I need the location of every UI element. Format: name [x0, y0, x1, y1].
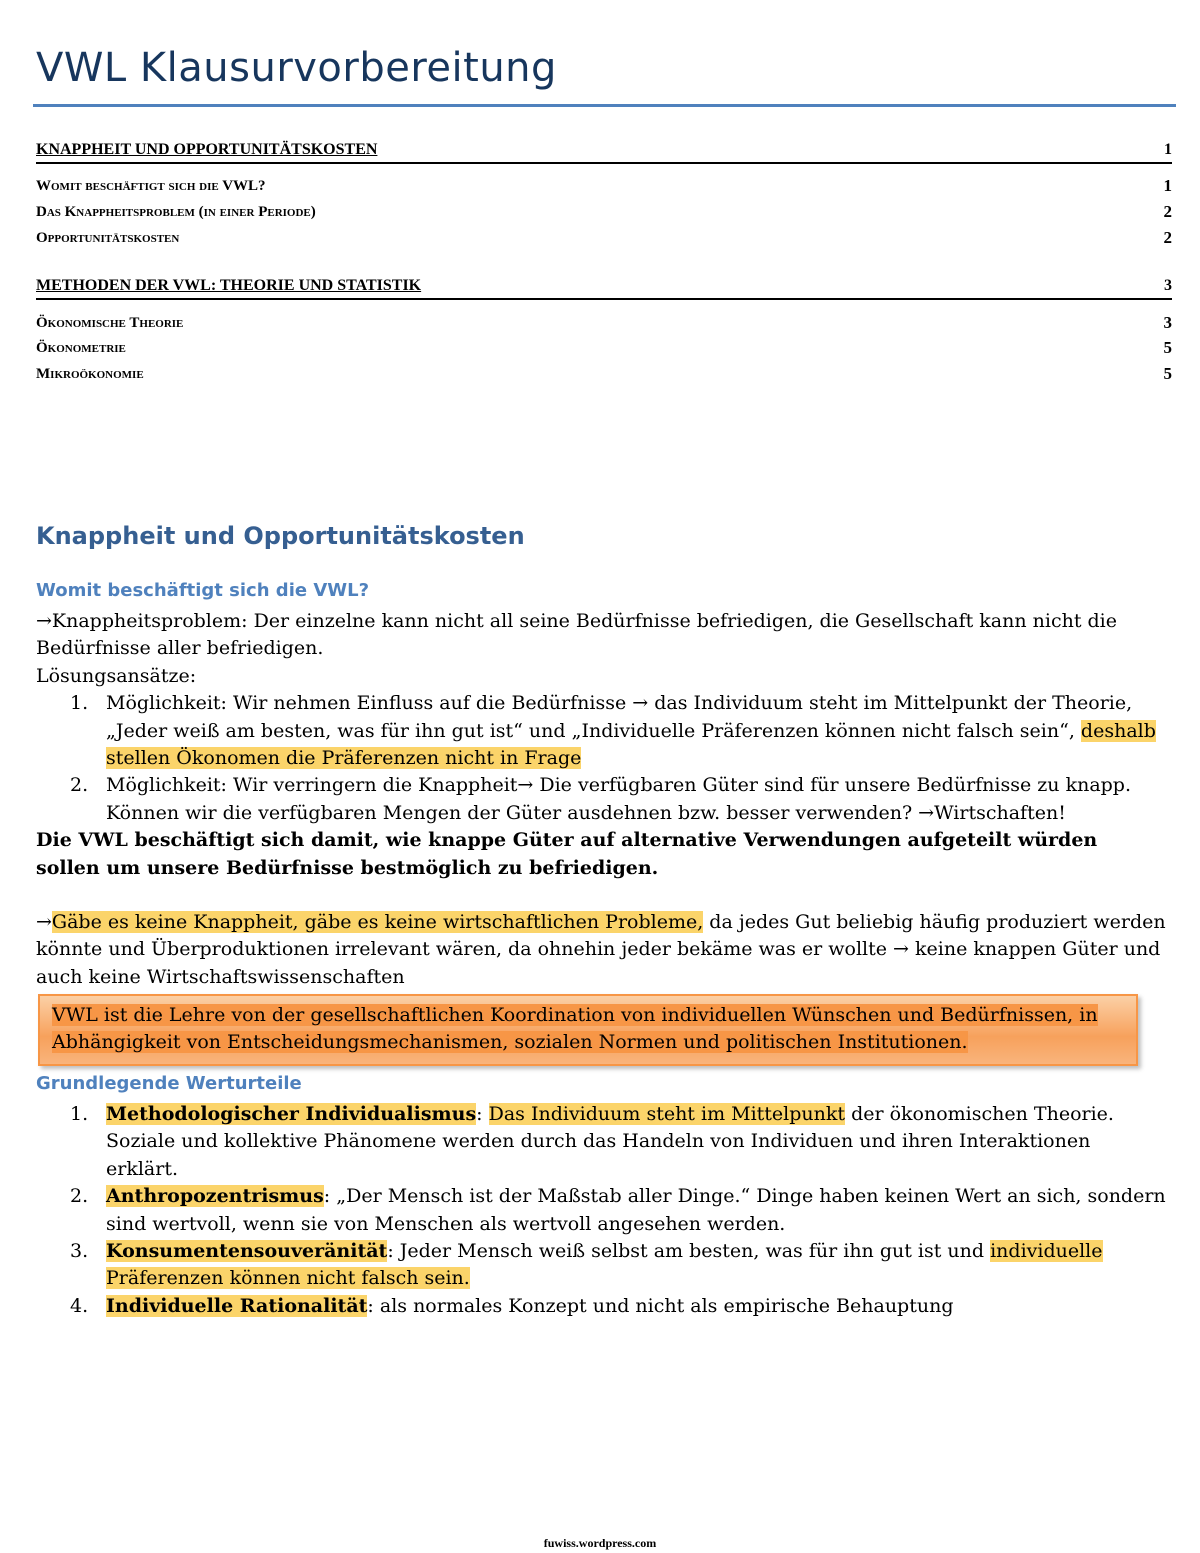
highlighted-text: deshalb stellen Ökonomen die Präferenzen nicht in Frage	[106, 719, 1156, 770]
subsection-heading: Grundlegende Werturteile	[36, 1073, 302, 1094]
list-number: 4.	[70, 1294, 89, 1317]
highlighted-text: individuelle Präferenzen können nicht falsch sein.	[106, 1240, 1103, 1290]
toc-item-label: Opportunitätskosten	[36, 230, 180, 246]
document-title: VWL Klausurvorbereitung	[36, 45, 557, 91]
toc-item[interactable]	[36, 174, 1172, 198]
list-number: 3.	[70, 1240, 89, 1263]
scarcity-paragraph	[36, 909, 1166, 991]
toc-item-page: 2	[1163, 228, 1172, 247]
intro-paragraph: →Knappheitsproblem: Der einzelne kann nicht all seine Bedürfnisse befriedigen, die Gesellschaft kann nicht die Bedürfnisse aller befriedigen.	[36, 610, 1117, 660]
page-footer: fuwiss.wordpress.com	[543, 1536, 657, 1550]
toc-chapter-2[interactable]	[36, 276, 1172, 300]
term: Anthropozentrismus	[106, 1185, 324, 1208]
list-number: 1.	[70, 1103, 89, 1125]
toc-item[interactable]	[36, 336, 1172, 360]
list-item	[36, 1238, 1166, 1293]
section-heading: Knappheit und Opportunitätskosten	[36, 522, 525, 550]
spacer	[36, 882, 1166, 909]
value-judgments-list	[36, 1101, 1166, 1320]
list-number: 2.	[70, 1185, 89, 1208]
title-underline	[33, 104, 1176, 107]
list-number: 2.	[70, 774, 89, 797]
highlighted-text: Das Individuum steht im Mittelpunkt	[488, 1103, 846, 1125]
list-text: Jeder Mensch weiß selbst am besten, was für ihn gut ist und	[399, 1240, 991, 1263]
list-item	[36, 690, 1166, 772]
section-body	[36, 608, 1166, 991]
toc-item-label: Ökonometrie	[36, 340, 126, 356]
definition-highlight: VWL ist die Lehre von der gesellschaftlichen Koordination von individuellen Wünschen und Bedürfnissen, in Abhängigkeit von Entscheidungsmechanismen, sozialen Normen und politischen Institutionen.	[52, 1004, 1098, 1053]
toc-item-label: Ökonomische Theorie	[36, 315, 184, 331]
toc-chapter-2-page: 3	[1164, 277, 1172, 294]
value-judgments	[36, 1101, 1166, 1320]
toc-item-page: 1	[1163, 176, 1172, 195]
list-item	[36, 1101, 1166, 1183]
toc-chapter-1-label: KNAPPHEIT UND OPPORTUNITÄTSKOSTEN	[36, 141, 378, 158]
toc-item-label: Das Knappheitsproblem (in einer Periode)	[36, 204, 316, 220]
toc-item[interactable]	[36, 226, 1172, 250]
paragraph-text: da jedes Gut beliebig häufig produziert werden könnte und Überproduktionen irrelevant wären, da ohnehin jeder bekäme was er wollte → keine knappen Güter und auch keine Wirtschaftswissenschaften	[36, 911, 1166, 988]
toc-chapter-1[interactable]	[36, 140, 1172, 164]
separator: :	[476, 1103, 489, 1125]
list-text: der ökonomischen Theorie. Soziale und kollektive Phänomene werden durch das Handeln von Individuen und ihren Interaktionen erklärt.	[106, 1103, 1114, 1180]
solution-list	[36, 690, 1166, 827]
toc-chapter-2-label: METHODEN DER VWL: THEORIE UND STATISTIK	[36, 277, 422, 294]
list-text: als normales Konzept und nicht als empirische Behauptung	[379, 1294, 954, 1317]
list-text: Möglichkeit: Wir verringern die Knappheit→ Die verfügbaren Güter sind für unsere Bedürfnisse zu knapp. Können wir die verfügbaren Mengen der Güter ausdehnen bzw. besser verwenden? →Wirtschaften!	[106, 774, 1132, 824]
separator: :	[323, 1185, 337, 1208]
term: Individuelle Rationalität	[106, 1294, 368, 1317]
highlighted-text: Gäbe es keine Knappheit, gäbe es keine wirtschaftlichen Probleme,	[51, 911, 704, 934]
separator: :	[387, 1240, 400, 1263]
toc-item[interactable]	[36, 311, 1172, 335]
loesung-label: Lösungsansätze:	[36, 664, 197, 687]
toc-chapter-1-page: 1	[1164, 141, 1172, 158]
list-number: 1.	[70, 692, 89, 715]
toc-item-label: Womit beschäftigt sich die VWL?	[36, 178, 266, 194]
toc-item[interactable]	[36, 200, 1172, 224]
term: Konsumentensouveränität	[106, 1240, 388, 1263]
arrow-glyph: →	[36, 911, 52, 934]
subsection-heading: Womit beschäftigt sich die VWL?	[36, 580, 370, 601]
separator: :	[367, 1294, 380, 1317]
definition-box	[38, 994, 1138, 1066]
toc-item-page: 5	[1163, 364, 1172, 383]
list-item	[36, 1183, 1166, 1238]
toc-item-label: Mikroökonomie	[36, 366, 144, 382]
list-text: Möglichkeit: Wir nehmen Einfluss auf die Bedürfnisse → das Individuum steht im Mittelpunkt der Theorie, „Jeder weiß am besten, was für ihn gut ist“ und „Individuelle Präferenzen können nicht falsch sein“,	[106, 692, 1133, 742]
toc-item-page: 2	[1163, 202, 1172, 221]
toc-item-page: 3	[1163, 313, 1172, 332]
list-item	[36, 772, 1166, 827]
toc-item[interactable]	[36, 362, 1172, 386]
list-item	[36, 1293, 1166, 1320]
toc-item-page: 5	[1163, 338, 1172, 357]
list-text: „Der Mensch ist der Maßstab aller Dinge.“ Dinge haben keinen Wert an sich, sondern sind wertvoll, wenn sie von Menschen als wertvoll angesehen werden.	[106, 1185, 1166, 1235]
definition-text	[52, 1002, 1132, 1056]
summary-paragraph: Die VWL beschäftigt sich damit, wie knappe Güter auf alternative Verwendungen aufgeteilt würden sollen um unsere Bedürfnisse bestmöglich zu befriedigen.	[36, 829, 1098, 879]
term: Methodologischer Individualismus	[106, 1103, 477, 1125]
